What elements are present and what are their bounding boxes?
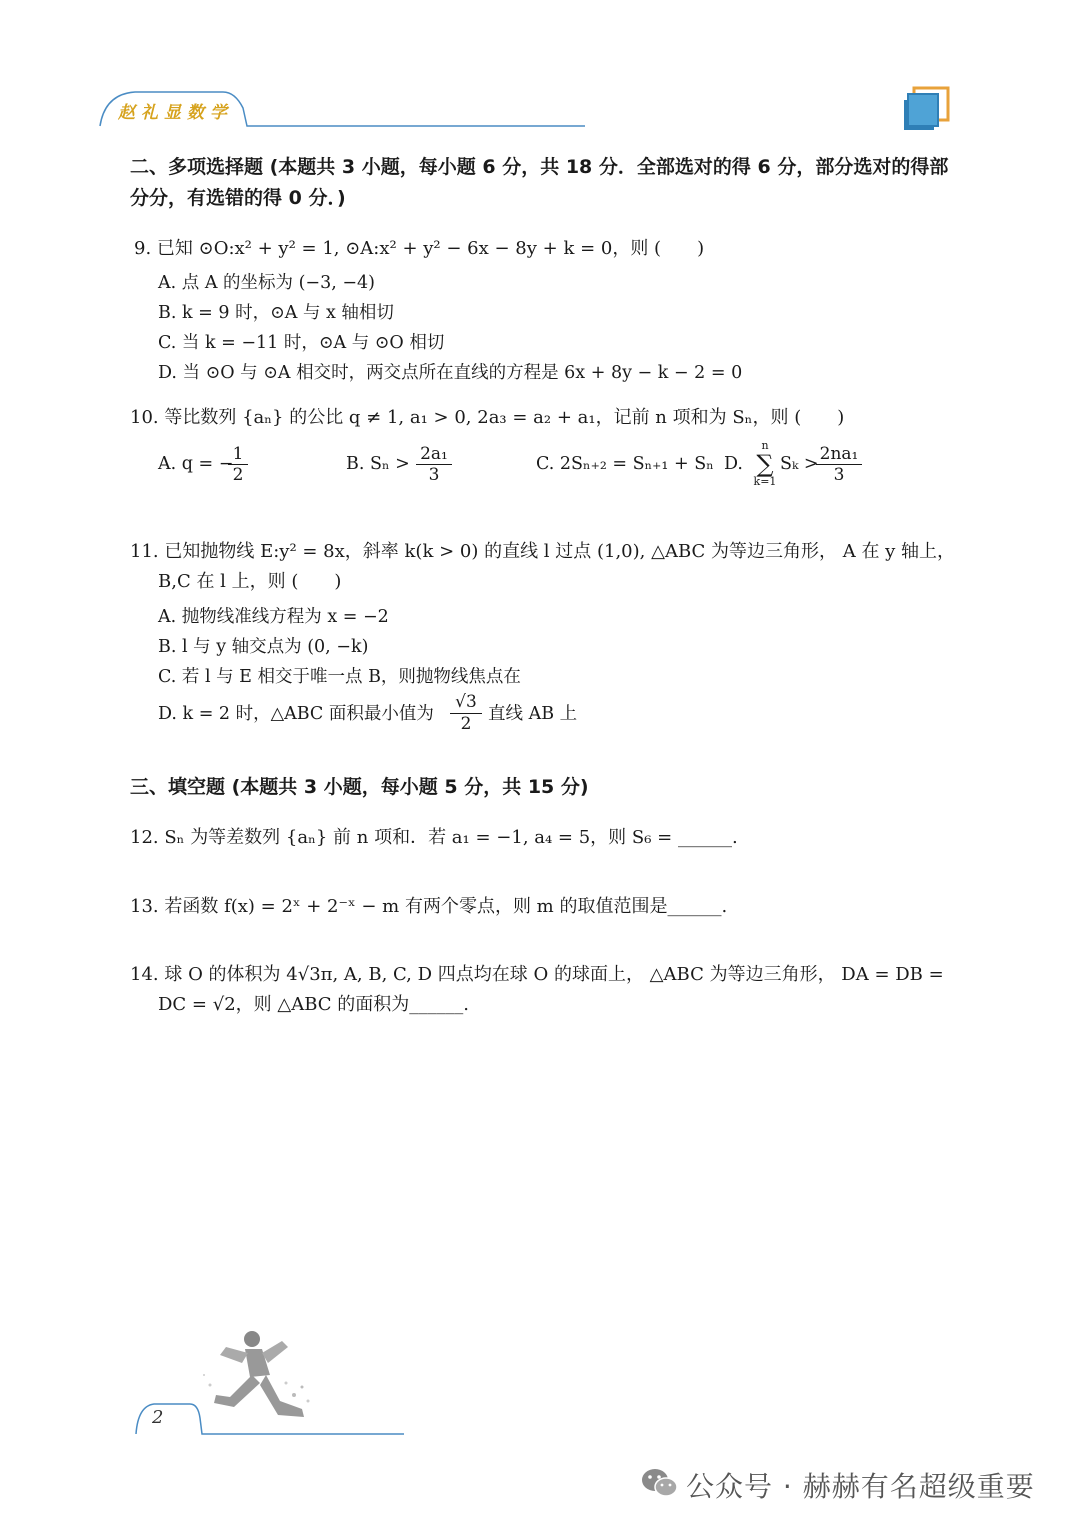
section-title-multiple-choice: 二、多项选择题 (本题共 3 小题，每小题 6 分，共 18 分．全部选对的得 6 分，部分选对的得部 分分，有选错的得 0 分．) bbox=[130, 156, 949, 209]
question-11-option-b: B. l 与 y 轴交点为 (0, −k) bbox=[158, 637, 369, 657]
question-9-option-a: A. 点 A 的坐标为 (−3, −4) bbox=[158, 273, 375, 293]
question-9-option-d: D. 当 ⊙O 与 ⊙A 相交时，两交点所在直线的方程是 6x + 8y − k − 2 = 0 bbox=[158, 363, 743, 383]
footer-tab bbox=[132, 1400, 407, 1440]
question-10-option-d-text: Sₖ > bbox=[780, 454, 819, 474]
question-11-stem: 11. 已知抛物线 E:y² = 8x，斜率 k(k > 0) 的直线 l 过点 (1,0), △ABC 为等边三角形， A 在 y 轴上， B,C 在 l 上，则 ( ) bbox=[130, 541, 956, 592]
question-11-option-d-fraction: √3 2 bbox=[450, 692, 482, 735]
question-13: 13. 若函数 f(x) = 2ˣ + 2⁻ˣ − m 有两个零点，则 m 的取值范围是______. bbox=[130, 896, 728, 917]
page-number: 2 bbox=[152, 1407, 164, 1428]
brand-title: 赵礼显数学 bbox=[118, 103, 233, 123]
question-10-option-d-fraction: 2na₁ 3 bbox=[816, 444, 862, 485]
question-14: 14. 球 O 的体积为 4√3π, A, B, C, D 四点均在球 O 的球面上， △ABC 为等边三角形， DA = DB = DC = √2，则 △ABC 的面积为______. bbox=[130, 964, 944, 1015]
question-10-option-a-text: A. q = − bbox=[158, 454, 234, 474]
question-11-option-d-text: D. k = 2 时，△ABC 面积最小值为 bbox=[158, 704, 434, 724]
question-9-option-c: C. 当 k = −11 时，⊙A 与 ⊙O 相切 bbox=[158, 333, 445, 353]
section-title-fill-blank: 三、填空题 (本题共 3 小题，每小题 5 分，共 15 分) bbox=[130, 776, 589, 798]
question-10-option-d-label: D. bbox=[724, 454, 743, 474]
question-12: 12. Sₙ 为等差数列 {aₙ} 前 n 项和．若 a₁ = −1, a₄ = 5，则 S₆ = ______. bbox=[130, 827, 738, 848]
wechat-icon bbox=[640, 1466, 680, 1500]
question-11-option-a: A. 抛物线准线方程为 x = −2 bbox=[158, 607, 389, 627]
question-10-summation: n ∑ k=1 bbox=[753, 439, 777, 488]
question-10-option-b-fraction: 2a₁ 3 bbox=[416, 444, 452, 485]
question-11-option-c: C. 若 l 与 E 相交于唯一点 B，则抛物线焦点在 bbox=[158, 667, 521, 687]
question-11-option-d-tail: 直线 AB 上 bbox=[488, 704, 578, 724]
question-10-option-c: C. 2Sₙ₊₂ = Sₙ₊₁ + Sₙ bbox=[536, 454, 714, 474]
logo-squares-icon bbox=[900, 84, 952, 134]
watermark-text: 公众号 · 赫赫有名超级重要 bbox=[686, 1470, 1035, 1503]
question-9-stem: 9. 已知 ⊙O:x² + y² = 1, ⊙A:x² + y² − 6x − 8y + k = 0，则 ( ) bbox=[134, 238, 705, 259]
question-10-stem: 10. 等比数列 {aₙ} 的公比 q ≠ 1, a₁ > 0, 2a₃ = a₂ + a₁，记前 n 项和为 Sₙ，则 ( ) bbox=[130, 407, 845, 428]
question-10-option-b-text: B. Sₙ > bbox=[346, 454, 410, 474]
question-9-option-b: B. k = 9 时，⊙A 与 x 轴相切 bbox=[158, 303, 394, 323]
question-10-option-a-fraction: 1 2 bbox=[228, 444, 248, 485]
